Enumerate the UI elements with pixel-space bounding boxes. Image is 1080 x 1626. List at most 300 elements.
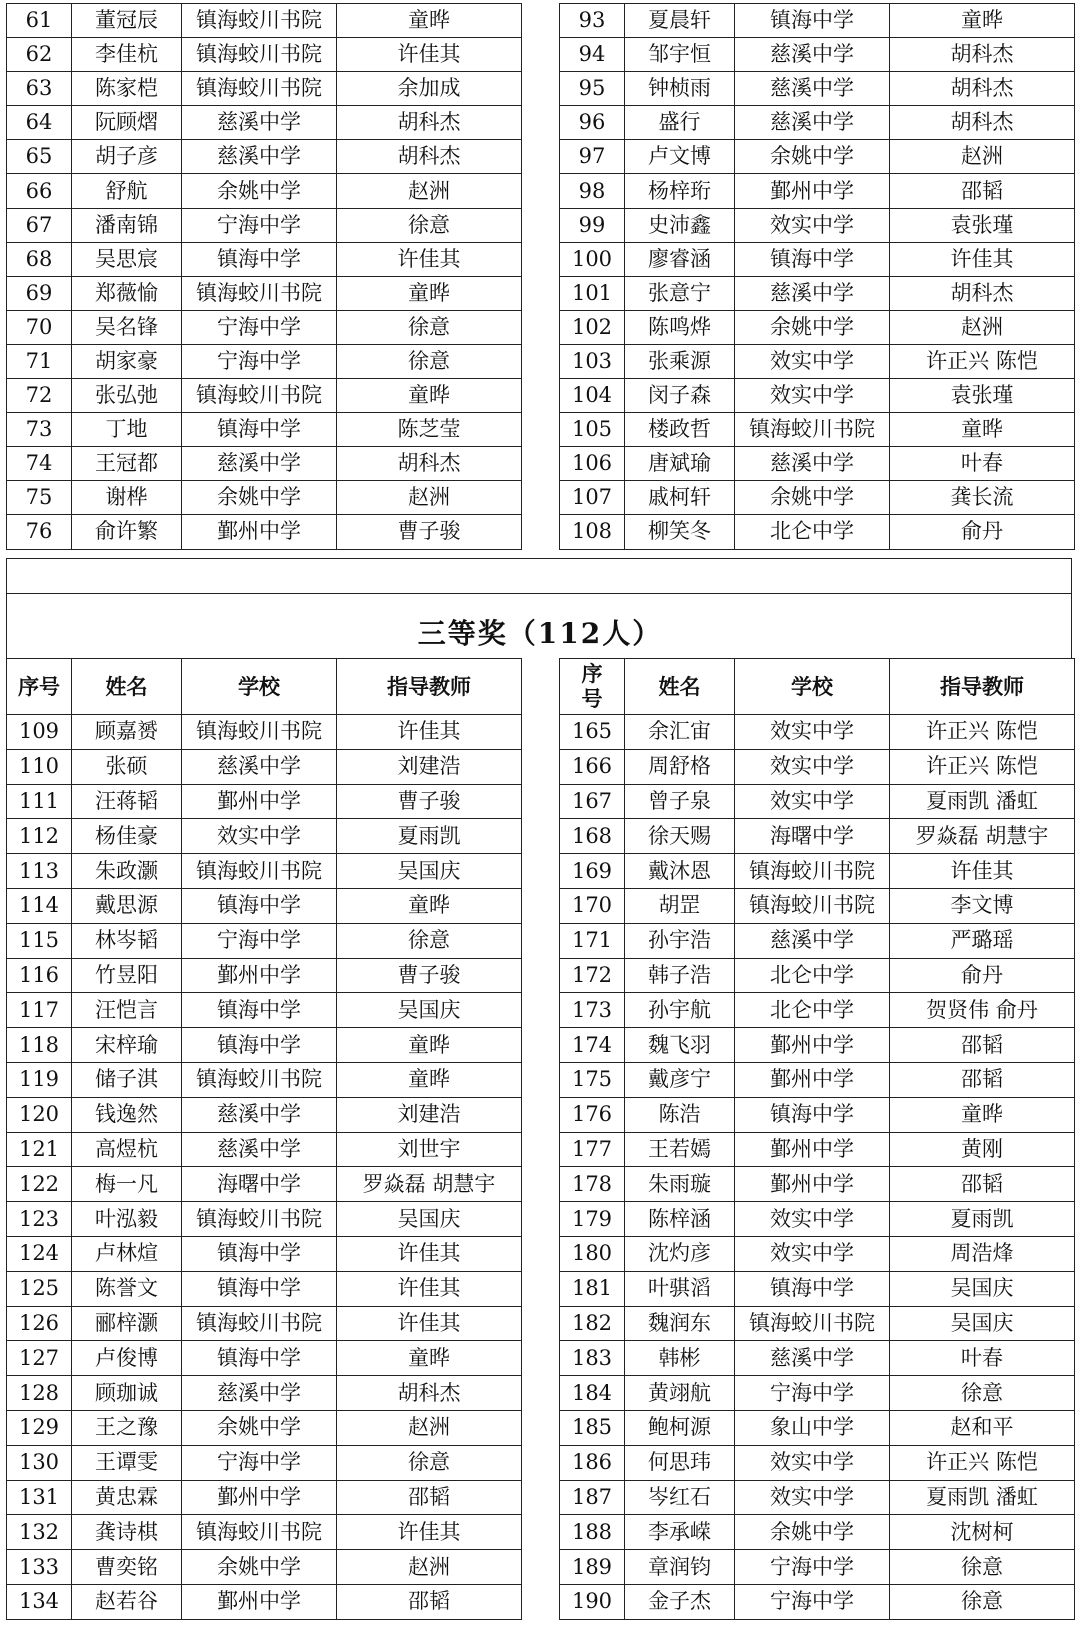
- cell-school: 象山中学: [735, 1410, 890, 1445]
- cell-name: 卢文博: [625, 140, 735, 174]
- cell-name: 竹昱阳: [72, 958, 182, 993]
- cell-school: 镇海蛟川书院: [182, 379, 337, 413]
- cell-school: 慈溪中学: [735, 1341, 890, 1376]
- cell-seq: 169: [560, 854, 625, 889]
- cell-school: 鄞州中学: [735, 174, 890, 208]
- table-row: [7, 923, 522, 958]
- cell-seq: 109: [7, 715, 72, 750]
- cell-teacher: 童晔: [337, 276, 522, 310]
- cell-seq: 115: [7, 923, 72, 958]
- table-row: [560, 993, 1075, 1028]
- cell-name: 吴名锋: [72, 310, 182, 344]
- cell-name: 柳笑冬: [625, 515, 735, 549]
- cell-seq: 165: [560, 715, 625, 750]
- cell-name: 陈浩: [625, 1097, 735, 1132]
- cell-name: 金子杰: [625, 1584, 735, 1619]
- table-row: [560, 1515, 1075, 1550]
- cell-school: 镇海中学: [182, 242, 337, 276]
- cell-teacher: 胡科杰: [337, 447, 522, 481]
- header-school: 学校: [182, 659, 337, 715]
- cell-name: 沈灼彦: [625, 1236, 735, 1271]
- cell-seq: 96: [560, 106, 625, 140]
- cell-school: 镇海蛟川书院: [735, 854, 890, 889]
- cell-teacher: 周浩烽: [890, 1236, 1075, 1271]
- cell-school: 镇海蛟川书院: [182, 1202, 337, 1237]
- cell-school: 镇海中学: [735, 4, 890, 38]
- table-row: [560, 854, 1075, 889]
- table-row: [560, 1132, 1075, 1167]
- table-row: [7, 888, 522, 923]
- cell-teacher: 徐意: [337, 208, 522, 242]
- table-header-row: [560, 659, 1075, 715]
- cell-name: 闵子森: [625, 379, 735, 413]
- cell-name: 宋梓瑜: [72, 1028, 182, 1063]
- cell-school: 鄞州中学: [182, 515, 337, 549]
- table-row: [560, 174, 1075, 208]
- table-row: [7, 958, 522, 993]
- cell-school: 镇海中学: [182, 1028, 337, 1063]
- cell-teacher: 袁张瑾: [890, 208, 1075, 242]
- cell-seq: 71: [7, 344, 72, 378]
- cell-school: 宁海中学: [182, 208, 337, 242]
- cell-seq: 107: [560, 481, 625, 515]
- table-row: [7, 447, 522, 481]
- cell-teacher: 许佳其: [890, 242, 1075, 276]
- cell-seq: 174: [560, 1028, 625, 1063]
- cell-teacher: 曹子骏: [337, 784, 522, 819]
- cell-seq: 69: [7, 276, 72, 310]
- cell-seq: 101: [560, 276, 625, 310]
- cell-name: 俞许繁: [72, 515, 182, 549]
- cell-school: 慈溪中学: [182, 1097, 337, 1132]
- cell-name: 楼政哲: [625, 413, 735, 447]
- cell-school: 镇海中学: [182, 1271, 337, 1306]
- cell-name: 胡家豪: [72, 344, 182, 378]
- cell-seq: 123: [7, 1202, 72, 1237]
- cell-name: 戴思源: [72, 888, 182, 923]
- table-row: [560, 4, 1075, 38]
- cell-school: 余姚中学: [182, 1550, 337, 1585]
- cell-seq: 76: [7, 515, 72, 549]
- table-row: [7, 515, 522, 549]
- table-row: [7, 208, 522, 242]
- cell-seq: 73: [7, 413, 72, 447]
- table-row: [7, 819, 522, 854]
- table-row: [7, 1202, 522, 1237]
- cell-teacher: 胡科杰: [337, 140, 522, 174]
- table-row: [560, 1306, 1075, 1341]
- cell-seq: 113: [7, 854, 72, 889]
- cell-name: 陈誉文: [72, 1271, 182, 1306]
- table-row: [560, 1410, 1075, 1445]
- cell-school: 海曙中学: [735, 819, 890, 854]
- cell-teacher: 吴国庆: [337, 854, 522, 889]
- cell-seq: 119: [7, 1062, 72, 1097]
- cell-seq: 102: [560, 310, 625, 344]
- cell-teacher: 俞丹: [890, 515, 1075, 549]
- table-row: [560, 106, 1075, 140]
- cell-school: 北仑中学: [735, 958, 890, 993]
- cell-teacher: 龚长流: [890, 481, 1075, 515]
- table-row: [7, 310, 522, 344]
- cell-name: 鲍柯源: [625, 1410, 735, 1445]
- cell-teacher: 童晔: [337, 888, 522, 923]
- cell-seq: 70: [7, 310, 72, 344]
- cell-seq: 126: [7, 1306, 72, 1341]
- cell-teacher: 许正兴 陈恺: [890, 1445, 1075, 1480]
- cell-seq: 120: [7, 1097, 72, 1132]
- cell-name: 高煜杭: [72, 1132, 182, 1167]
- cell-teacher: 夏雨凯: [337, 819, 522, 854]
- table-row: [560, 1028, 1075, 1063]
- cell-seq: 114: [7, 888, 72, 923]
- cell-teacher: 胡科杰: [890, 72, 1075, 106]
- cell-name: 梅一凡: [72, 1167, 182, 1202]
- table-row: [560, 276, 1075, 310]
- cell-teacher: 许正兴 陈恺: [890, 749, 1075, 784]
- cell-teacher: 徐意: [890, 1584, 1075, 1619]
- cell-seq: 74: [7, 447, 72, 481]
- cell-teacher: 童晔: [337, 1341, 522, 1376]
- cell-seq: 186: [560, 1445, 625, 1480]
- cell-seq: 105: [560, 413, 625, 447]
- cell-teacher: 袁张瑾: [890, 379, 1075, 413]
- cell-school: 慈溪中学: [182, 1132, 337, 1167]
- cell-name: 夏晨轩: [625, 4, 735, 38]
- table-row: [7, 1341, 522, 1376]
- cell-school: 鄞州中学: [735, 1028, 890, 1063]
- cell-teacher: 童晔: [337, 1028, 522, 1063]
- table-row: [560, 1376, 1075, 1411]
- cell-teacher: 徐意: [890, 1550, 1075, 1585]
- cell-school: 海曙中学: [182, 1167, 337, 1202]
- cell-name: 唐斌瑜: [625, 447, 735, 481]
- table-row: [560, 1202, 1075, 1237]
- table-row: [7, 242, 522, 276]
- table-row: [7, 481, 522, 515]
- cell-name: 杨梓珩: [625, 174, 735, 208]
- cell-seq: 104: [560, 379, 625, 413]
- table-row: [560, 715, 1075, 750]
- table-row: [7, 993, 522, 1028]
- table-row: [560, 923, 1075, 958]
- cell-teacher: 余加成: [337, 72, 522, 106]
- cell-name: 胡罡: [625, 888, 735, 923]
- cell-seq: 180: [560, 1236, 625, 1271]
- cell-school: 镇海蛟川书院: [182, 38, 337, 72]
- cell-name: 汪恺言: [72, 993, 182, 1028]
- cell-seq: 167: [560, 784, 625, 819]
- cell-name: 张意宁: [625, 276, 735, 310]
- cell-seq: 127: [7, 1341, 72, 1376]
- cell-school: 镇海蛟川书院: [182, 715, 337, 750]
- cell-teacher: 吴国庆: [890, 1306, 1075, 1341]
- cell-name: 钱逸然: [72, 1097, 182, 1132]
- cell-school: 北仑中学: [735, 993, 890, 1028]
- cell-teacher: 许佳其: [890, 854, 1075, 889]
- cell-name: 李承嵘: [625, 1515, 735, 1550]
- cell-teacher: 徐意: [337, 1445, 522, 1480]
- cell-school: 鄞州中学: [182, 784, 337, 819]
- spacer-divider: [6, 593, 1072, 594]
- cell-seq: 181: [560, 1271, 625, 1306]
- cell-school: 慈溪中学: [735, 923, 890, 958]
- cell-school: 效实中学: [735, 1236, 890, 1271]
- cell-teacher: 许正兴 陈恺: [890, 715, 1075, 750]
- cell-teacher: 许佳其: [337, 1236, 522, 1271]
- cell-seq: 130: [7, 1445, 72, 1480]
- cell-seq: 68: [7, 242, 72, 276]
- cell-name: 孙宇浩: [625, 923, 735, 958]
- table-row: [560, 413, 1075, 447]
- table-row: [7, 276, 522, 310]
- table-row: [7, 72, 522, 106]
- cell-name: 廖睿涵: [625, 242, 735, 276]
- cell-teacher: 夏雨凯 潘虹: [890, 784, 1075, 819]
- table-row: [560, 515, 1075, 549]
- cell-name: 陈鸣烨: [625, 310, 735, 344]
- table-row: [7, 1236, 522, 1271]
- cell-teacher: 吴国庆: [337, 993, 522, 1028]
- cell-name: 曾子泉: [625, 784, 735, 819]
- table-row: [560, 784, 1075, 819]
- table-row: [7, 413, 522, 447]
- cell-school: 余姚中学: [735, 310, 890, 344]
- cell-name: 汪蒋韬: [72, 784, 182, 819]
- cell-seq: 125: [7, 1271, 72, 1306]
- cell-seq: 103: [560, 344, 625, 378]
- cell-seq: 75: [7, 481, 72, 515]
- header-seq: 序号: [7, 659, 72, 715]
- cell-seq: 185: [560, 1410, 625, 1445]
- table-row: [7, 106, 522, 140]
- cell-school: 鄞州中学: [182, 1584, 337, 1619]
- table-row: [560, 1271, 1075, 1306]
- cell-seq: 98: [560, 174, 625, 208]
- cell-teacher: 罗焱磊 胡慧宇: [337, 1167, 522, 1202]
- cell-seq: 179: [560, 1202, 625, 1237]
- cell-teacher: 许佳其: [337, 1306, 522, 1341]
- cell-name: 戴彦宁: [625, 1062, 735, 1097]
- cell-school: 宁海中学: [182, 923, 337, 958]
- table-row: [560, 1062, 1075, 1097]
- cell-seq: 176: [560, 1097, 625, 1132]
- cell-seq: 131: [7, 1480, 72, 1515]
- cell-name: 张硕: [72, 749, 182, 784]
- cell-seq: 112: [7, 819, 72, 854]
- cell-seq: 129: [7, 1410, 72, 1445]
- cell-teacher: 赵洲: [337, 1410, 522, 1445]
- cell-seq: 100: [560, 242, 625, 276]
- cell-name: 阮顾熠: [72, 106, 182, 140]
- cell-teacher: 刘建浩: [337, 1097, 522, 1132]
- cell-seq: 61: [7, 4, 72, 38]
- table-row: [560, 379, 1075, 413]
- table-row: [560, 242, 1075, 276]
- header-teacher: 指导教师: [337, 659, 522, 715]
- cell-school: 效实中学: [735, 784, 890, 819]
- cell-teacher: 赵洲: [337, 481, 522, 515]
- table-header-row: [7, 659, 522, 715]
- table-row: [560, 1097, 1075, 1132]
- table-row: [560, 1445, 1075, 1480]
- cell-school: 余姚中学: [182, 1410, 337, 1445]
- table-row: [7, 4, 522, 38]
- cell-seq: 118: [7, 1028, 72, 1063]
- cell-school: 效实中学: [735, 379, 890, 413]
- cell-name: 邹宇恒: [625, 38, 735, 72]
- cell-seq: 95: [560, 72, 625, 106]
- cell-teacher: 童晔: [890, 4, 1075, 38]
- cell-name: 何思玮: [625, 1445, 735, 1480]
- cell-seq: 183: [560, 1341, 625, 1376]
- cell-name: 郦梓灏: [72, 1306, 182, 1341]
- table-row: [7, 1306, 522, 1341]
- cell-teacher: 吴国庆: [890, 1271, 1075, 1306]
- cell-teacher: 胡科杰: [337, 106, 522, 140]
- cell-school: 鄞州中学: [735, 1167, 890, 1202]
- table-row: [560, 1167, 1075, 1202]
- cell-name: 谢桦: [72, 481, 182, 515]
- table-row: [560, 1550, 1075, 1585]
- cell-school: 效实中学: [182, 819, 337, 854]
- cell-school: 宁海中学: [182, 1445, 337, 1480]
- table-row: [7, 140, 522, 174]
- cell-name: 董冠辰: [72, 4, 182, 38]
- cell-teacher: 童晔: [337, 4, 522, 38]
- cell-school: 慈溪中学: [735, 38, 890, 72]
- cell-teacher: 许佳其: [337, 715, 522, 750]
- cell-school: 镇海蛟川书院: [735, 888, 890, 923]
- cell-teacher: 徐意: [337, 923, 522, 958]
- cell-name: 叶泓毅: [72, 1202, 182, 1237]
- cell-teacher: 邵韬: [337, 1480, 522, 1515]
- cell-name: 余汇宙: [625, 715, 735, 750]
- cell-seq: 110: [7, 749, 72, 784]
- table-row: [560, 1236, 1075, 1271]
- cell-teacher: 俞丹: [890, 958, 1075, 993]
- table-row: [7, 38, 522, 72]
- cell-school: 余姚中学: [182, 481, 337, 515]
- award-table-bottom-right: [559, 658, 1075, 1620]
- cell-name: 史沛鑫: [625, 208, 735, 242]
- table-row: [7, 1515, 522, 1550]
- cell-teacher: 陈芝莹: [337, 413, 522, 447]
- table-row: [7, 784, 522, 819]
- cell-teacher: 夏雨凯: [890, 1202, 1075, 1237]
- cell-teacher: 童晔: [890, 413, 1075, 447]
- table-row: [560, 481, 1075, 515]
- table-row: [7, 715, 522, 750]
- cell-school: 镇海蛟川书院: [735, 1306, 890, 1341]
- cell-teacher: 胡科杰: [890, 276, 1075, 310]
- table-row: [7, 1445, 522, 1480]
- cell-seq: 172: [560, 958, 625, 993]
- cell-teacher: 邵韬: [890, 174, 1075, 208]
- table-row: [7, 1271, 522, 1306]
- cell-teacher: 夏雨凯 潘虹: [890, 1480, 1075, 1515]
- cell-teacher: 曹子骏: [337, 958, 522, 993]
- cell-teacher: 许佳其: [337, 1271, 522, 1306]
- cell-name: 王若嫣: [625, 1132, 735, 1167]
- cell-name: 张乘源: [625, 344, 735, 378]
- cell-seq: 67: [7, 208, 72, 242]
- cell-seq: 99: [560, 208, 625, 242]
- cell-seq: 189: [560, 1550, 625, 1585]
- cell-name: 丁地: [72, 413, 182, 447]
- cell-seq: 106: [560, 447, 625, 481]
- cell-name: 卢林煊: [72, 1236, 182, 1271]
- cell-school: 宁海中学: [182, 310, 337, 344]
- table-row: [560, 1584, 1075, 1619]
- cell-name: 徐天赐: [625, 819, 735, 854]
- cell-school: 效实中学: [735, 1202, 890, 1237]
- cell-name: 王谭雯: [72, 1445, 182, 1480]
- cell-school: 镇海中学: [182, 888, 337, 923]
- table-row: [560, 140, 1075, 174]
- cell-school: 慈溪中学: [735, 447, 890, 481]
- cell-school: 宁海中学: [735, 1584, 890, 1619]
- cell-seq: 182: [560, 1306, 625, 1341]
- award-table-top-left: [6, 3, 522, 550]
- cell-school: 效实中学: [735, 208, 890, 242]
- cell-seq: 177: [560, 1132, 625, 1167]
- cell-school: 效实中学: [735, 749, 890, 784]
- cell-name: 韩彬: [625, 1341, 735, 1376]
- cell-school: 镇海蛟川书院: [182, 72, 337, 106]
- table-row: [7, 1550, 522, 1585]
- cell-school: 慈溪中学: [182, 140, 337, 174]
- cell-name: 戴沐恩: [625, 854, 735, 889]
- cell-teacher: 徐意: [337, 344, 522, 378]
- table-row: [7, 1097, 522, 1132]
- cell-school: 宁海中学: [735, 1550, 890, 1585]
- cell-teacher: 赵洲: [337, 1550, 522, 1585]
- cell-teacher: 许佳其: [337, 242, 522, 276]
- header-school: 学校: [735, 659, 890, 715]
- cell-seq: 117: [7, 993, 72, 1028]
- award-table-bottom-left: [6, 658, 522, 1620]
- cell-name: 周舒格: [625, 749, 735, 784]
- cell-seq: 168: [560, 819, 625, 854]
- table-row: [560, 72, 1075, 106]
- cell-teacher: 胡科杰: [890, 38, 1075, 72]
- table-row: [560, 888, 1075, 923]
- cell-name: 黄忠霖: [72, 1480, 182, 1515]
- cell-teacher: 赵和平: [890, 1410, 1075, 1445]
- cell-school: 鄞州中学: [182, 958, 337, 993]
- cell-name: 叶骐滔: [625, 1271, 735, 1306]
- cell-school: 镇海蛟川书院: [182, 4, 337, 38]
- cell-seq: 128: [7, 1376, 72, 1411]
- cell-seq: 184: [560, 1376, 625, 1411]
- cell-name: 李佳杭: [72, 38, 182, 72]
- table-row: [7, 1132, 522, 1167]
- table-row: [7, 344, 522, 378]
- cell-seq: 111: [7, 784, 72, 819]
- table-row: [560, 958, 1075, 993]
- header-teacher: 指导教师: [890, 659, 1075, 715]
- cell-teacher: 徐意: [337, 310, 522, 344]
- table-row: [560, 447, 1075, 481]
- cell-school: 余姚中学: [735, 481, 890, 515]
- cell-school: 效实中学: [735, 344, 890, 378]
- cell-seq: 108: [560, 515, 625, 549]
- table-row: [560, 38, 1075, 72]
- cell-seq: 173: [560, 993, 625, 1028]
- cell-school: 镇海蛟川书院: [182, 276, 337, 310]
- cell-name: 吴思宸: [72, 242, 182, 276]
